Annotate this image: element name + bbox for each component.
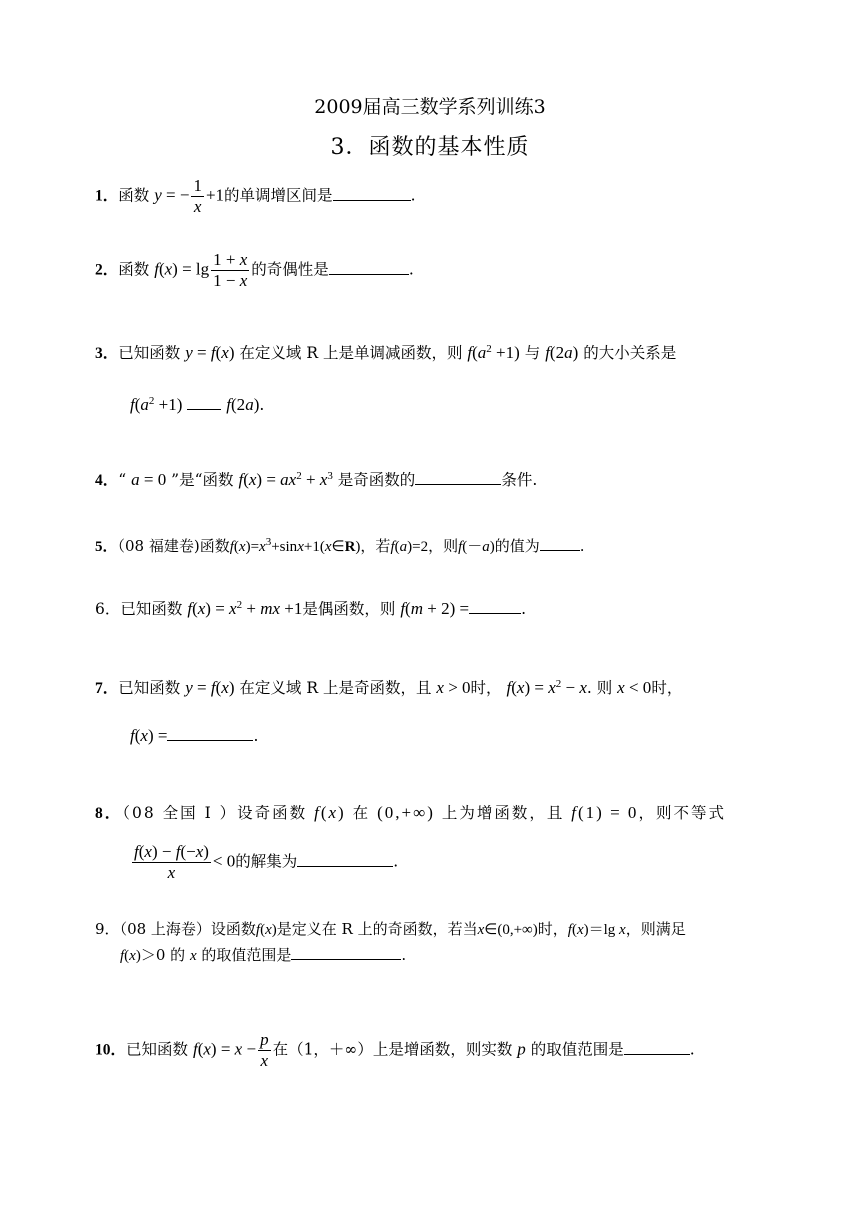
answer-blank[interactable] <box>291 945 401 960</box>
question-10: 10．已知函数 f(x) = x − $\frac{p}{x}$ 在（1，＋∞）上是增函数，则实数 p 的取值范围是 . <box>95 1030 695 1070</box>
answer-blank[interactable] <box>469 599 521 614</box>
question-9-line-2: f(x)＞0 的 x 的取值范围是 . <box>120 946 407 964</box>
question-8: 8．（08 全国 Ⅰ ）设奇函数 f(x) 在 (0,+∞) 上为增函数，且 f(1) = 0，则不等式 <box>95 803 726 822</box>
answer-blank[interactable] <box>540 536 580 551</box>
series-title: 2009届高三数学系列训练3 <box>314 96 546 118</box>
question-1: 1．函数 y = − $\frac{1}{x}$ +1的单调增区间是 . <box>95 176 416 216</box>
question-3-line-2: $f(a^2 +1)$ f(2a). <box>130 395 265 414</box>
answer-blank[interactable] <box>297 852 393 867</box>
answer-blank[interactable] <box>333 186 411 201</box>
question-2: 2．函数 f(x) = lg $\frac{1 + x}{1 - x}$ 的奇偶性是 . <box>95 250 414 290</box>
answer-blank[interactable] <box>329 260 409 275</box>
question-8-line-2: $\frac{f(x) - f(-x)}{x}$ < 0的解集为 . <box>134 842 399 882</box>
question-4: 4．“ a = 0 ”是“函数 $f(x) = ax^2 + x^3$ 是奇函数的 条件. <box>95 470 538 489</box>
question-3: 3．已知函数 y = f(x) 在定义域 R 上是单调减函数，则 $f(a^2 +1)$ 与 f(2a) 的大小关系是 <box>95 343 677 362</box>
answer-blank[interactable] <box>167 726 253 741</box>
question-9: 9．（08 上海卷）设函数f(x)是定义在 R 上的奇函数，若当x∈(0,+∞)时，f(x)＝lg x，则满足 <box>95 920 686 938</box>
topic-title: 3．函数的基本性质 <box>330 135 530 160</box>
question-7: 7．已知函数 y = f(x) 在定义域 R 上是奇函数，且 x > 0时， $f(x) = x^2 - x$. 则 x < 0时， <box>95 678 683 697</box>
question-6: 6．已知函数 $f(x) = x^2$ + mx +1是偶函数，则 f(m + 2) = . <box>95 599 527 618</box>
answer-blank[interactable] <box>187 395 221 410</box>
answer-blank[interactable] <box>624 1040 690 1055</box>
question-5: 5．（08 福建卷)函数$f(x)=x^3+\sin x+1(x\in R)$，若f(a)=2，则f(－a)的值为 . <box>95 536 585 555</box>
answer-blank[interactable] <box>415 470 501 485</box>
question-7-line-2: f(x) = . <box>130 726 259 745</box>
